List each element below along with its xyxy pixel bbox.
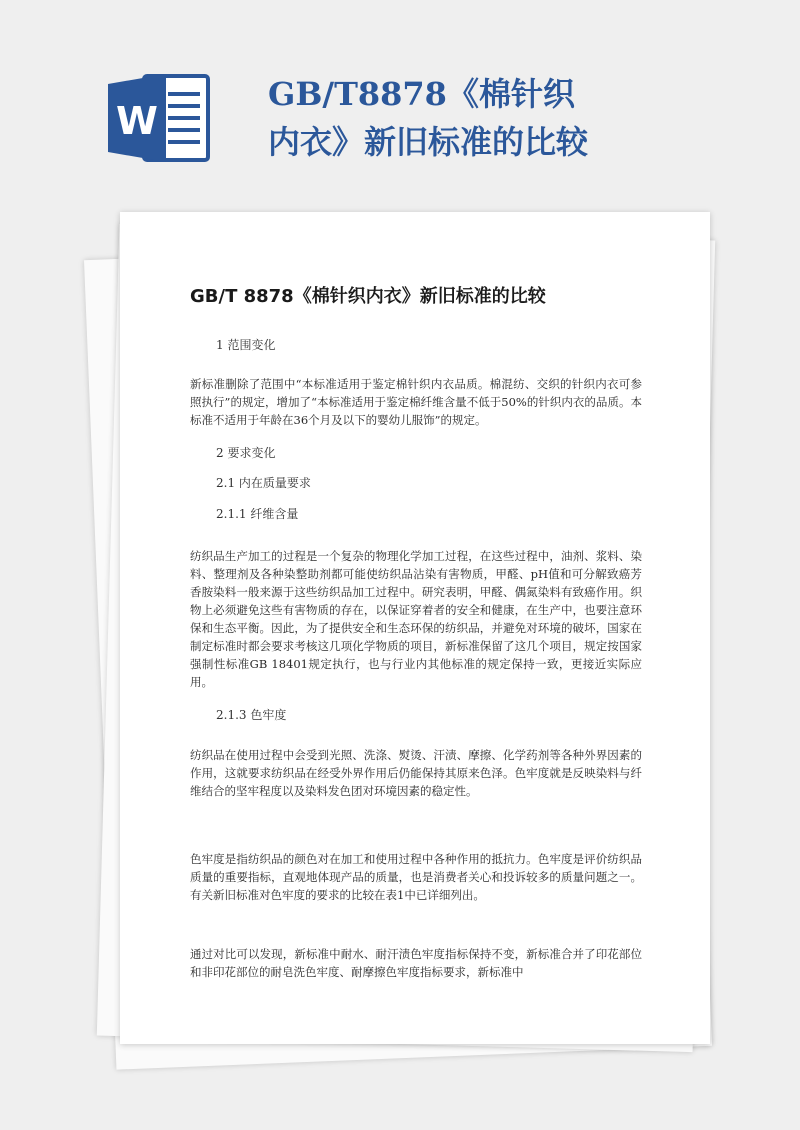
- document-page: [120, 212, 710, 1044]
- cover-title: GB/T8878《棉针织内衣》新旧标准的比较: [268, 75, 589, 161]
- paragraph-comparison: 通过对比可以发现，新标准中耐水、耐汗渍色牢度指标保持不变，新标准合并了印花部位和非印花部位的耐皂洗色牢度、耐摩擦色牢度指标要求，新标准中: [190, 947, 642, 979]
- paragraph-scope: 新标准删除了范围中“本标准适用于鉴定棉针织内衣品质。棉混纺、交织的针织内衣可参照执行”的规定，增加了“本标准适用于鉴定棉纤维含量不低于50%的针织内衣的品质。本标准不适用于年龄在36个月及以下的婴幼儿服饰”的规定。: [190, 377, 642, 427]
- word-logo-icon: [106, 70, 212, 166]
- heading-requirement-change: 2 要求变化: [216, 446, 276, 460]
- paragraph-color-fastness-2: 色牢度是指纺织品的颜色对在加工和使用过程中各种作用的抵抗力。色牢度是评价纺织品质量的重要指标，直观地体现产品的质量，也是消费者关心和投诉较多的质量问题之一。有关新旧标准对色牢度的要求的比较在表1中已详细列出。: [190, 852, 642, 902]
- paragraph-color-fastness-1: 纺织品在使用过程中会受到光照、洗涤、熨烫、汗渍、摩擦、化学药剂等各种外界因素的作用，这就要求纺织品在经受外界作用后仍能保持其原来色泽。色牢度就是反映染料与纤维结合的坚牢程度以及染料发色团对环境因素的稳定性。: [190, 748, 642, 798]
- heading-scope-change: 1 范围变化: [216, 338, 276, 352]
- logo-letter: W: [116, 99, 158, 143]
- heading-intrinsic-quality: 2.1 内在质量要求: [216, 476, 311, 490]
- heading-fiber-content: 2.1.1 纤维含量: [216, 507, 299, 521]
- heading-color-fastness: 2.1.3 色牢度: [216, 708, 287, 722]
- paragraph-fiber-content: 纺织品生产加工的过程是一个复杂的物理化学加工过程，在这些过程中，油剂、浆料、染料、整理剂及各种染整助剂都可能使纺织品沾染有害物质，甲醛、pH值和可分解致癌芳香胺染料一般来源于这些纺织品加工过程中。研究表明，甲醛、偶氮染料有致癌作用。织物上必须避免这些有害物质的存在，以保证穿着者的安全和健康，在生产中，也要注意环保和生态平衡。因此，为了提供安全和生态环保的纺织品，并避免对环境的破坏，国家在制定标准时都会要求考核这几项化学物质的项目，新标准保留了这几个项目，规定按国家强制性标准GB 18401规定执行，也与行业内其他标准的规定保持一致，更接近实际应用。: [190, 549, 642, 689]
- document-title: GB/T 8878《棉针织内衣》新旧标准的比较: [190, 286, 546, 307]
